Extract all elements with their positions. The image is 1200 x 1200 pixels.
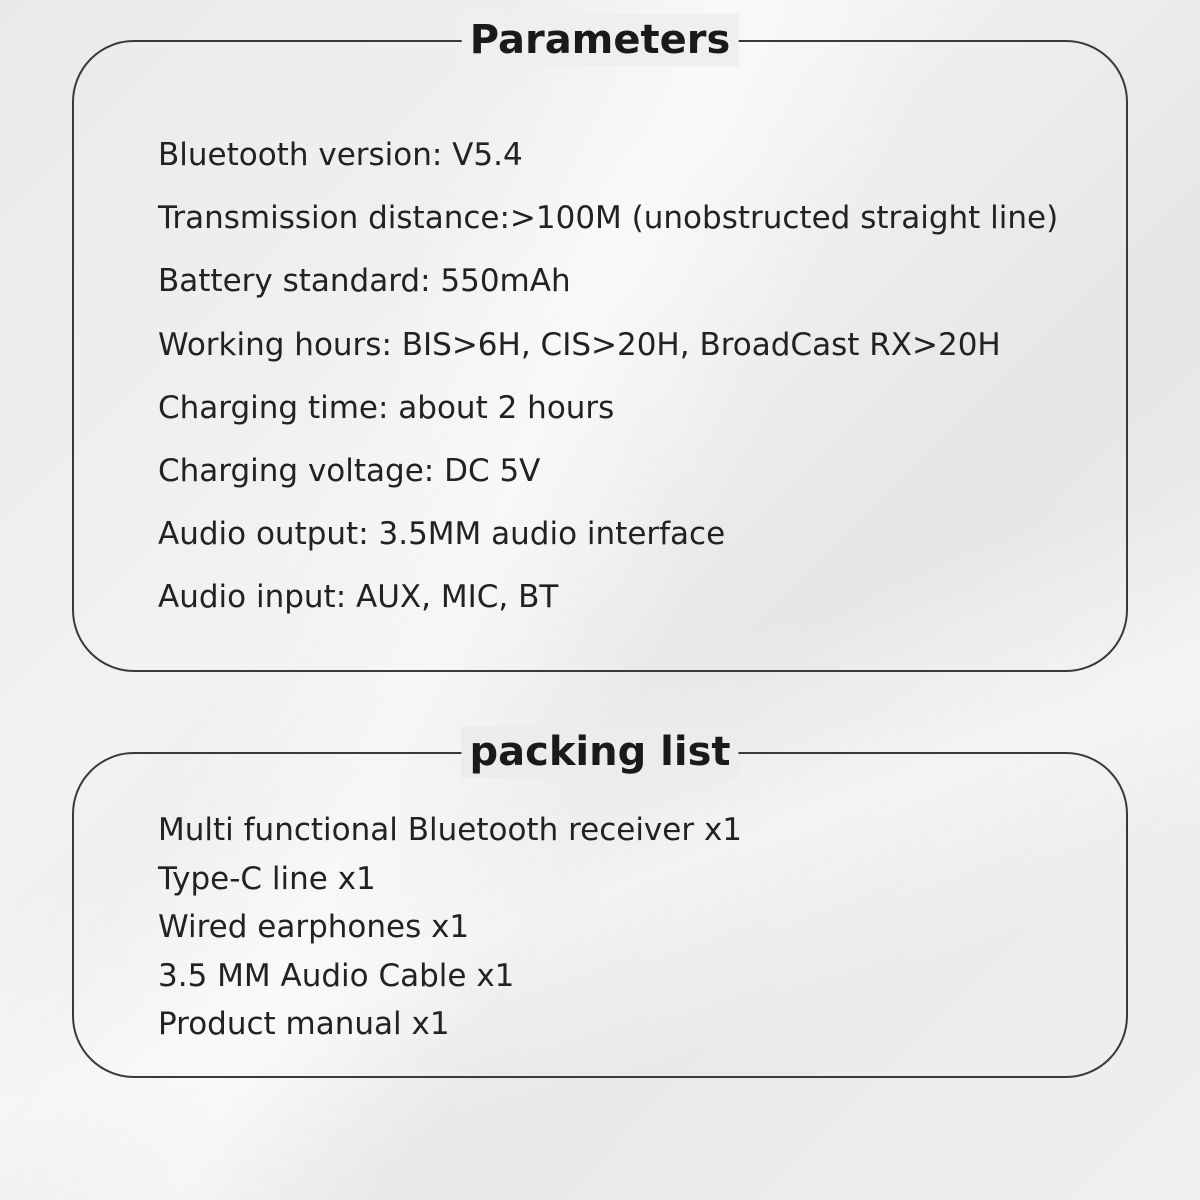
- packing-list-items: [158, 806, 742, 1049]
- param-charging-voltage: Charging voltage: DC 5V: [158, 453, 541, 490]
- packing-list-title: packing list: [461, 726, 738, 778]
- pack-item-receiver: Multi functional Bluetooth receiver x1: [158, 812, 743, 848]
- pack-item-wired-earphones: Wired earphones x1: [158, 909, 470, 945]
- parameters-list: [158, 124, 1058, 630]
- packing-list-panel: [72, 729, 1128, 1078]
- parameters-title: Parameters: [462, 14, 739, 66]
- param-bluetooth-version: Bluetooth version: V5.4: [158, 137, 523, 173]
- parameters-panel: [72, 17, 1128, 672]
- param-audio-input: Audio input: AUX, MIC, BT: [158, 579, 559, 616]
- pack-item-audio-cable: 3.5 MM Audio Cable x1: [158, 957, 515, 994]
- param-transmission-distance: Transmission distance:>100M (unobstructed straight line): [158, 200, 1059, 237]
- param-charging-time: Charging time: about 2 hours: [158, 389, 615, 426]
- param-working-hours: Working hours: BIS>6H, CIS>20H, BroadCast RX>20H: [158, 326, 1001, 363]
- pack-item-type-c-line: Type-C line x1: [158, 860, 376, 897]
- param-audio-output: Audio output: 3.5MM audio interface: [158, 516, 726, 553]
- param-battery-standard: Battery standard: 550mAh: [158, 263, 571, 300]
- pack-item-product-manual: Product manual x1: [158, 1006, 450, 1042]
